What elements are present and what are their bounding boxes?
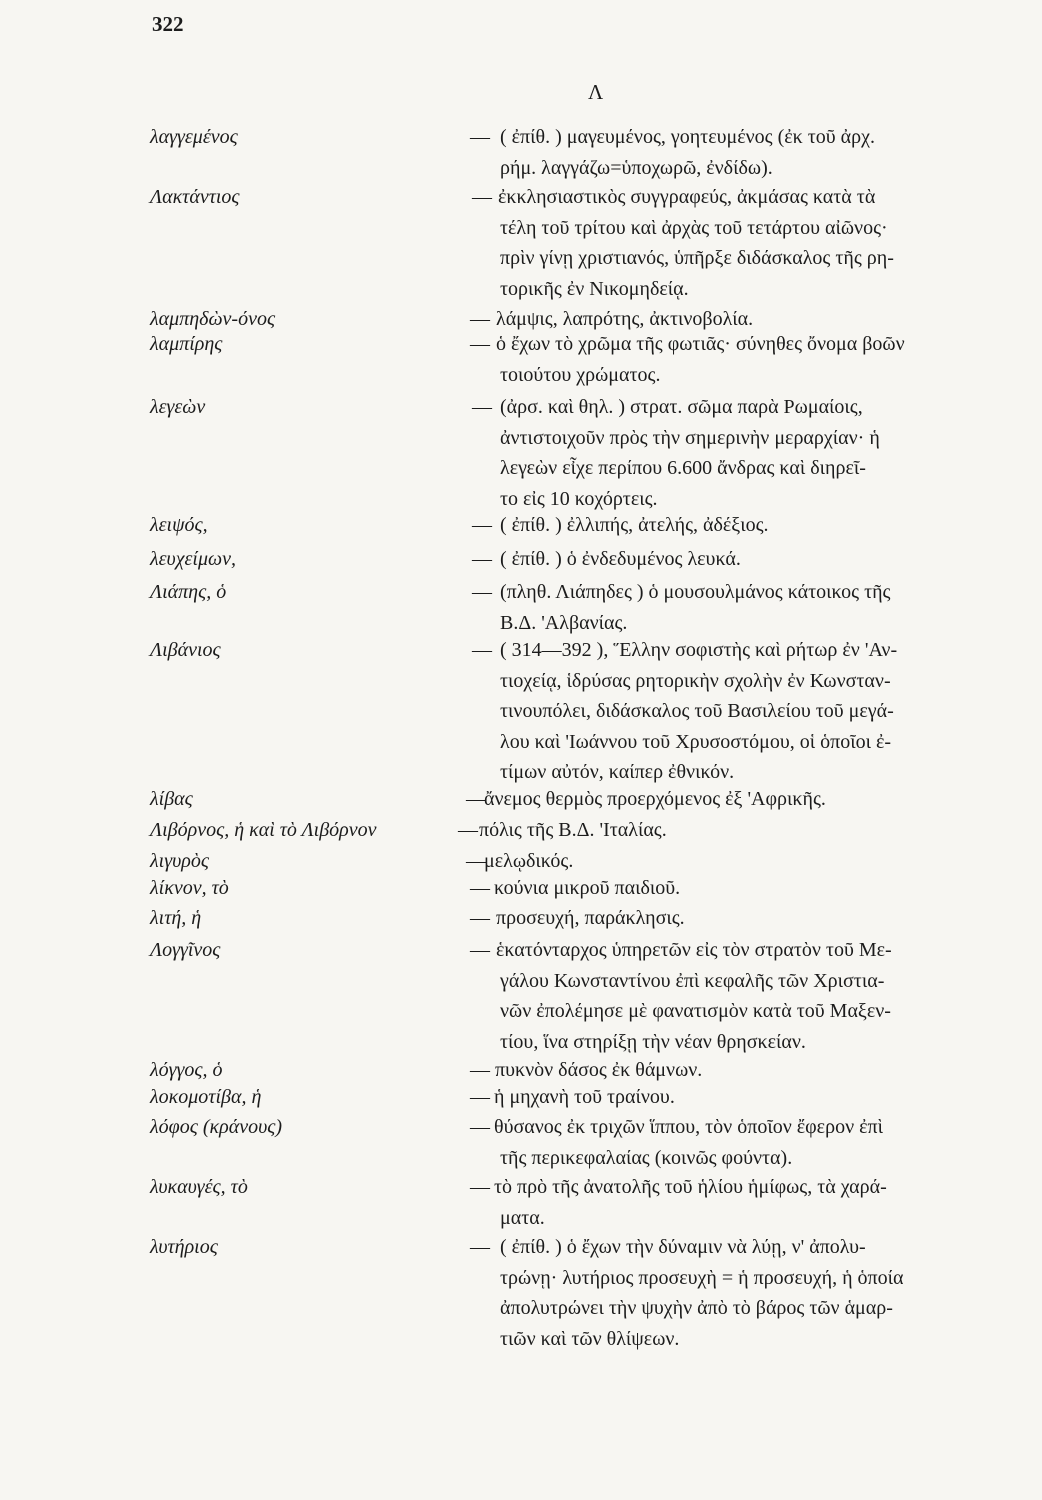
definition-line: μελῳδικός. [484, 850, 574, 872]
entry-dash: — [470, 907, 490, 929]
definition-line: (ἀρσ. καὶ θηλ. ) στρατ. σῶμα παρὰ Ρωμαίοις, [500, 396, 863, 418]
definition-line: ἀντιστοιχοῦν πρὸς τὴν σημερινὴν μεραρχίαν· ἡ [500, 426, 880, 449]
definition-line: το εἰς 10 κοχόρτεις. [500, 487, 658, 510]
definition-line: ἄνεμος θερμὸς προερχόμενος ἐξ 'Αφρικῆς. [484, 788, 826, 810]
definition-line: ἡ μηχανὴ τοῦ τραίνου. [494, 1086, 675, 1108]
definition-line: ἐκκλησιαστικὸς συγγραφεύς, ἀκμάσας κατὰ τὰ [498, 186, 876, 208]
definition-line: πόλις τῆς Β.Δ. 'Ιταλίας. [479, 819, 667, 841]
entry-dash: — [472, 548, 492, 570]
entry-term: Λιάπης, ὁ [150, 581, 227, 603]
entry-dash: — [470, 1059, 490, 1081]
definition-line: τρώνῃ· λυτήριος προσευχὴ = ἡ προσευχή, ἡ ὁποία [500, 1266, 904, 1289]
entry-term: Λιβόρνος, ἡ καὶ τὸ Λιβόρνον [150, 819, 377, 841]
definition-line: τέλη τοῦ τρίτου καὶ ἀρχὰς τοῦ τετάρτου αἰῶνος· [500, 216, 888, 239]
entry-term: λιτή, ἡ [150, 907, 202, 929]
definition-line: ἀπολυτρώνει τὴν ψυχὴν ἀπὸ τὸ βάρος τῶν ἁμαρ- [500, 1297, 893, 1319]
entry-dash: — [458, 819, 478, 841]
entry-dash: — [470, 1116, 490, 1138]
definition-line: γάλου Κωνσταντίνου ἐπὶ κεφαλῆς τῶν Χριστια- [500, 969, 885, 992]
definition-line: τιῶν καὶ τῶν θλίψεων. [500, 1327, 680, 1350]
section-letter: Λ [588, 80, 604, 104]
definition-line: τοιούτου χρώματος. [500, 363, 661, 386]
definition-line: λου καὶ 'Ιωάννου τοῦ Χρυσοστόμου, οἱ ὁποῖοι ἐ- [500, 730, 892, 753]
entry-term: λεγεὼν [150, 396, 206, 418]
entry-term: λοκομοτίβα, ἡ [150, 1086, 262, 1108]
entry-term: λίβας [150, 788, 193, 810]
definition-line: ( 314—392 ), Ἕλλην σοφιστὴς καὶ ρήτωρ ἐν 'Αν- [500, 639, 898, 661]
definition-line: τίμων αὐτόν, καίπερ ἐθνικόν. [500, 761, 735, 783]
entry-term: λόφος (κράνους) [150, 1116, 283, 1138]
definition-line: πυκνὸν δάσος ἐκ θάμνων. [495, 1059, 703, 1081]
definition-line: θύσανος ἐκ τριχῶν ἵππου, τὸν ὁποῖον ἔφερον ἐπὶ [494, 1116, 883, 1138]
entry-term: λειψός, [150, 514, 208, 536]
definition-line: ματα. [500, 1206, 545, 1229]
definition-line: νῶν ἐπολέμησε μὲ φανατισμὸν κατὰ τοῦ Μαξεν- [500, 1000, 891, 1022]
entry-dash: — [470, 1236, 490, 1258]
definition-line: κούνια μικροῦ παιδιοῦ. [494, 877, 681, 899]
definition-line: τίου, ἵνα στηρίξῃ τὴν νέαν θρησκείαν. [500, 1030, 806, 1053]
definition-line: ( ἐπίθ. ) ὁ ἔχων τὴν δύναμιν νὰ λύῃ, ν' ἀπολυ- [500, 1236, 866, 1258]
entry-term: λόγγος, ὁ [150, 1059, 223, 1081]
definition-line: ὁ ἔχων τὸ χρῶμα τῆς φωτιᾶς· σύνηθες ὄνομα βοῶν [496, 333, 905, 355]
entry-dash: — [470, 1176, 490, 1198]
entry-term: Λογγῖνος [150, 939, 221, 961]
definition-line: ἑκατόνταρχος ὑπηρετῶν εἰς τὸν στρατὸν τοῦ Με- [496, 939, 892, 961]
entry-term: λίκνον, τὸ [150, 877, 229, 899]
entry-dash: — [470, 939, 490, 961]
definition-line: προσευχή, παράκλησις. [496, 907, 685, 929]
entry-dash: — [472, 639, 492, 661]
entry-term: λαμπηδὼν-όνος [150, 308, 276, 330]
entry-dash: — [472, 186, 492, 208]
entry-term: λυκαυγές, τὸ [150, 1176, 248, 1198]
definition-line: λεγεὼν εἶχε περίπου 6.600 ἄνδρας καὶ διηρεῖ- [500, 457, 866, 479]
definition-line: ρήμ. λαγγάζω=ὑποχωρῶ, ἐνδίδω). [500, 156, 773, 179]
entry-dash: — [472, 581, 492, 603]
entry-dash: — [472, 514, 492, 536]
definition-line: τὸ πρὸ τῆς ἀνατολῆς τοῦ ἡλίου ἡμίφως, τὰ χαρά- [494, 1176, 887, 1198]
entry-dash: — [466, 850, 486, 872]
definition-line: τῆς περικεφαλαίας (κοινῶς φούντα). [500, 1146, 793, 1169]
definition-line: τορικῆς ἐν Νικομηδείᾳ. [500, 277, 689, 300]
entry-dash: — [470, 126, 490, 148]
entry-dash: — [470, 308, 490, 330]
entry-dash: — [470, 877, 490, 899]
entry-dash: — [472, 396, 492, 418]
entry-term: λυτήριος [150, 1236, 218, 1258]
entry-dash: — [466, 788, 486, 810]
entry-term: λαμπίρης [150, 333, 223, 355]
definition-line: (πληθ. Λιάπηδες ) ὁ μουσουλμάνος κάτοικος τῆς [500, 581, 891, 603]
entry-term: λιγυρὸς [150, 850, 209, 872]
entry-term: Λιβάνιος [150, 639, 221, 661]
definition-line: λάμψις, λαπρότης, ἀκτινοβολία. [496, 308, 754, 330]
entry-dash: — [470, 1086, 490, 1108]
definition-line: ( ἐπίθ. ) μαγευμένος, γοητευμένος (ἐκ τοῦ ἀρχ. [500, 126, 875, 148]
definition-line: πρὶν γίνῃ χριστιανός, ὑπῆρξε διδάσκαλος τῆς ρη- [500, 247, 894, 269]
page-number: 322 [152, 12, 184, 36]
definition-line: τινουπόλει, διδάσκαλος τοῦ Βασιλείου τοῦ μεγά- [500, 700, 894, 722]
entry-dash: — [470, 333, 490, 355]
entry-term: λαγγεμένος [150, 126, 238, 148]
entry-term: Λακτάντιος [150, 186, 240, 208]
definition-line: ( ἐπίθ. ) ἐλλιπής, ἀτελής, ἀδέξιος. [500, 514, 769, 536]
entry-term: λευχείμων, [150, 548, 236, 570]
definition-line: τιοχείᾳ, ἱδρύσας ρητορικὴν σχολὴν ἐν Κωνσταν- [500, 669, 891, 692]
definition-line: ( ἐπίθ. ) ὁ ἐνδεδυμένος λευκά. [500, 548, 741, 570]
definition-line: Β.Δ. 'Αλβανίας. [500, 611, 628, 634]
